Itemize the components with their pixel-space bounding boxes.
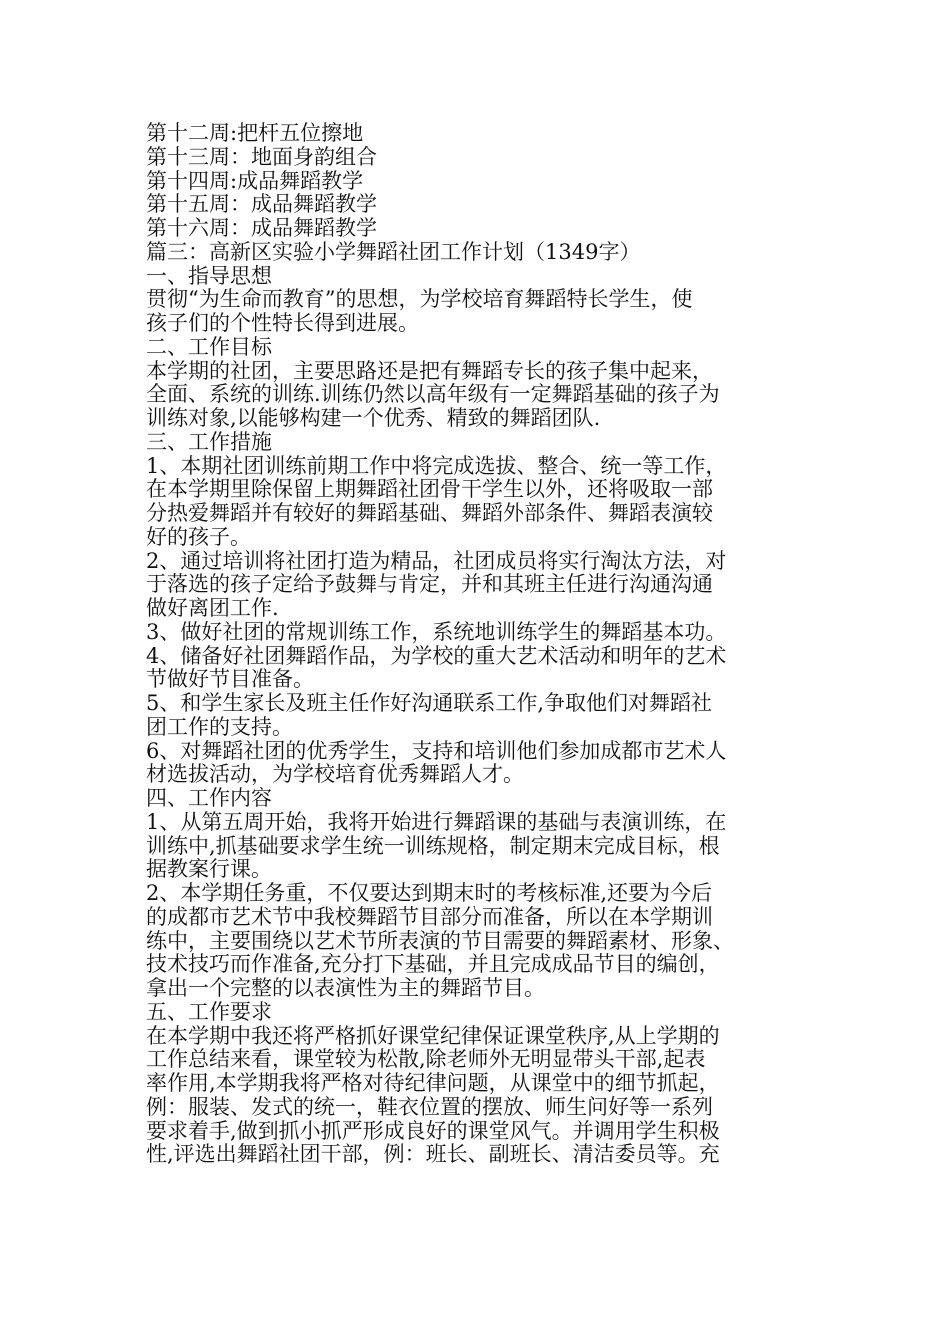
text-line: 技术技巧而作准备,充分打下基础，并且完成成品节目的编创， [146,952,720,977]
text-line: 拿出一个完整的以表演性为主的舞蹈节目。 [146,976,545,1000]
text-line: 3、做好社团的常规训练工作，系统地训练学生的舞蹈基本功。 [146,619,727,644]
text-line: 第十二周:把杆五位擦地 [146,121,364,145]
text-line: 2、通过培训将社团打造为精品，社团成员将实行淘汰方法，对 [146,548,727,573]
text-line: 第十四周:成品舞蹈教学 [146,168,364,193]
text-line: 孩子们的个性特长得到进展。 [146,311,419,335]
text-line: 材选拔活动，为学校培育优秀舞蹈人才。 [146,762,524,787]
text-line: 节做好节目准备。 [146,667,314,692]
text-line: 五、工作要求 [146,999,272,1024]
text-line: 全面、系统的训练.训练仍然以高年级有一定舞蹈基础的孩子为 [146,382,720,407]
text-line: 4、储备好社团舞蹈作品，为学校的重大艺术活动和明年的艺术 [146,643,727,668]
text-line: 2、本学期任务重，不仅要达到期末时的考核标准,还要为今后 [146,881,713,905]
text-line: 例：服装、发式的统一，鞋衣位置的摆放、师生问好等一系列 [146,1094,713,1119]
text-line: 第十三周：地面身韵组合 [146,144,377,169]
text-line: 贯彻“为生命而教育”的思想，为学校培育舞蹈特长学生，使 [146,287,693,312]
text-line: 性,评选出舞蹈社团干部，例：班长、副班长、清洁委员等。充 [146,1142,720,1167]
text-line: 1、从第五周开始，我将开始进行舞蹈课的基础与表演训练，在 [146,809,727,834]
text-line: 据教案行课。 [146,857,272,882]
text-line: 本学期的社团，主要思路还是把有舞蹈专长的孩子集中起来， [146,358,713,383]
text-line: 在本学期中我还将严格抓好课堂纪律保证课堂秩序,从上学期的 [146,1023,720,1048]
text-line: 率作用,本学期我将严格对待纪律问题，从课堂中的细节抓起， [146,1071,720,1095]
text-line: 6、对舞蹈社团的优秀学生，支持和培训他们参加成都市艺术人 [146,738,727,763]
text-line: 三、工作措施 [146,429,272,454]
text-line: 训练中,抓基础要求学生统一训练规格，制定期末完成目标，根 [146,833,720,858]
text-line: 做好离团工作. [146,596,279,620]
text-line: 1、本期社团训练前期工作中将完成选拔、整合、统一等工作， [146,453,727,478]
text-line: 一、指导思想 [146,263,272,288]
text-line: 5、和学生家长及班主任作好沟通联系工作,争取他们对舞蹈社 [146,691,713,715]
text-line: 篇三：高新区实验小学舞蹈社团工作计划（1349字） [146,239,641,264]
text-line: 于落选的孩子定给予鼓舞与肯定，并和其班主任进行沟通沟通 [146,572,713,597]
document-body [146,122,818,1167]
text-line: 练中，主要围绕以艺术节所表演的节目需要的舞蹈素材、形象、 [146,928,734,953]
text-line: 分热爱舞蹈并有较好的舞蹈基础、舞蹈外部条件、舞蹈表演较 [146,501,713,525]
text-line: 在本学期里除保留上期舞蹈社团骨干学生以外，还将吸取一部 [146,477,713,502]
text-line: 四、工作内容 [146,786,272,810]
text-line: 要求着手,做到抓小抓严形成良好的课堂风气。并调用学生积极 [146,1118,720,1143]
text-line: 团工作的支持。 [146,714,293,739]
text-line: 二、工作目标 [146,334,272,359]
text-line: 好的孩子。 [146,524,251,549]
text-line: 训练对象,以能够构建一个优秀、精致的舞蹈团队. [146,406,601,430]
text-line: 的成都市艺术节中我校舞蹈节目部分而准备，所以在本学期训 [146,904,713,929]
text-line: 第十五周：成品舞蹈教学 [146,192,377,217]
text-line: 工作总结来看，课堂较为松散,除老师外无明显带头干部,起表 [146,1047,706,1072]
text-line: 第十六周：成品舞蹈教学 [146,216,377,240]
